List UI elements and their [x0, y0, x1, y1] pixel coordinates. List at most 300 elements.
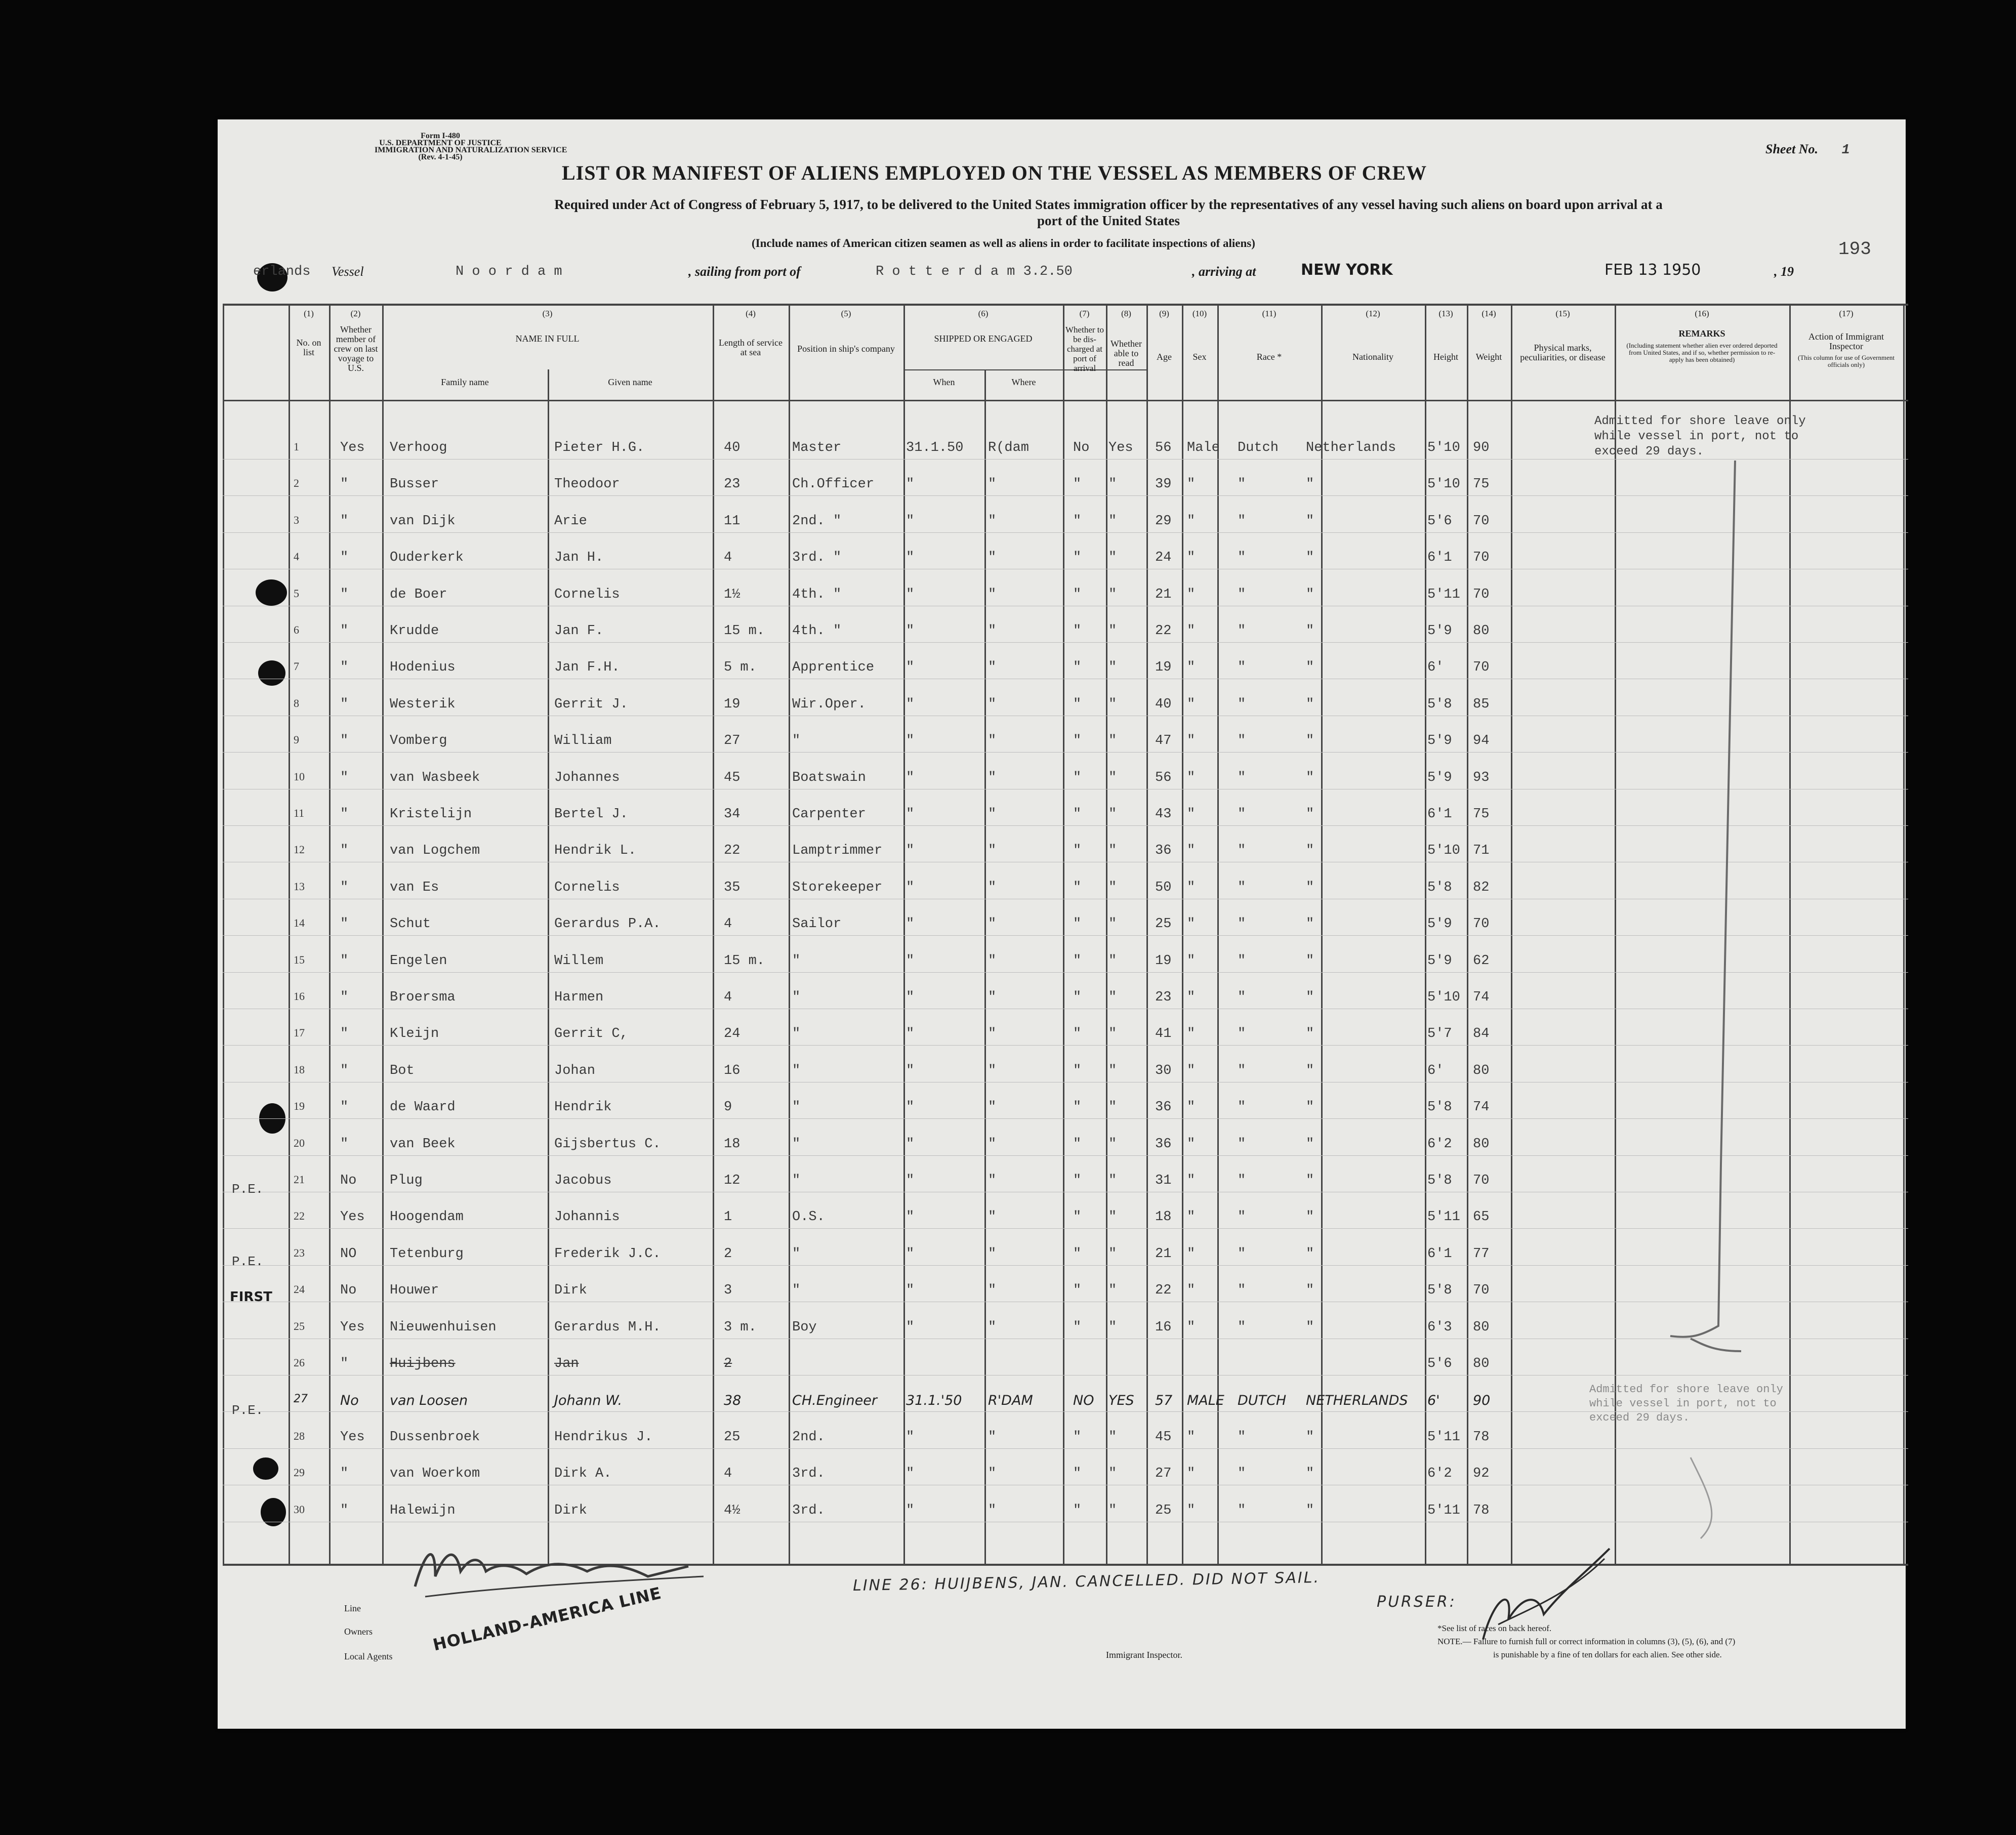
header-remarks: REMARKS — [1678, 328, 1725, 339]
nationality: " — [1306, 550, 1314, 566]
discharged: " — [1073, 1283, 1082, 1299]
col-num: (1) — [304, 309, 314, 318]
table-row — [223, 981, 1908, 1017]
able-read: " — [1108, 1063, 1117, 1078]
given-name: William — [554, 733, 612, 749]
age: 30 — [1155, 1063, 1172, 1078]
where: " — [988, 1173, 997, 1188]
table-row — [223, 1347, 1908, 1384]
able-read: " — [1108, 1246, 1117, 1262]
table-row — [223, 578, 1908, 614]
stamp-number: 193 — [1838, 239, 1871, 260]
table-row — [223, 871, 1908, 907]
table-row — [223, 614, 1908, 651]
family-name: Westerik — [390, 696, 456, 712]
nationality: " — [1306, 513, 1314, 529]
family-name: Huijbens — [390, 1356, 456, 1371]
sex: " — [1187, 513, 1196, 529]
when: " — [906, 1466, 915, 1482]
able-read: " — [1108, 916, 1117, 932]
discharged: " — [1073, 880, 1082, 895]
able-read: " — [1108, 660, 1117, 676]
height: 6' — [1427, 1063, 1444, 1078]
col-num: (13) — [1438, 309, 1453, 318]
where: " — [988, 733, 997, 749]
discharged: " — [1073, 770, 1082, 785]
race: " — [1238, 1319, 1246, 1335]
age: 22 — [1155, 1283, 1172, 1299]
height: 6'3 — [1427, 1319, 1452, 1335]
row-number: 27 — [294, 1393, 308, 1406]
given-name: Arie — [554, 513, 587, 529]
when: " — [906, 1100, 915, 1115]
holland-america-stamp: HOLLAND-AMERICA LINE — [431, 1583, 664, 1655]
position: CH.Engineer — [792, 1393, 877, 1409]
sex: " — [1187, 953, 1196, 969]
age: 16 — [1155, 1319, 1172, 1335]
given-name: Theodoor — [554, 477, 620, 492]
row-number: 4 — [294, 550, 299, 563]
cancelled-note: LINE 26: HUIJBENS, JAN. CANCELLED. DID NOT SAIL. — [852, 1568, 1321, 1595]
position: " — [792, 733, 801, 749]
nationality: " — [1306, 1136, 1314, 1152]
when: " — [906, 916, 915, 932]
nationality: " — [1306, 1210, 1314, 1225]
length-service: 11 — [724, 513, 740, 529]
discharged: " — [1073, 807, 1082, 822]
col-num: (2) — [350, 309, 361, 318]
height: 6'1 — [1427, 1246, 1452, 1262]
where: " — [988, 770, 997, 785]
race: " — [1238, 623, 1246, 639]
header-given-name: Given name — [608, 377, 652, 387]
able-read: " — [1108, 696, 1117, 712]
table-row — [223, 1128, 1908, 1164]
where: " — [988, 1503, 997, 1518]
nationality: " — [1306, 990, 1314, 1005]
given-name: Jan F. — [554, 623, 604, 639]
sex: " — [1187, 696, 1196, 712]
race: " — [1238, 807, 1246, 822]
where: R'DAM — [988, 1393, 1033, 1409]
where: " — [988, 623, 997, 639]
table-row — [223, 688, 1908, 724]
family-name: Schut — [390, 916, 431, 932]
sex: " — [1187, 623, 1196, 639]
when: " — [906, 953, 915, 969]
margin-mark: P.E. — [232, 1182, 264, 1197]
nationality: " — [1306, 623, 1314, 639]
page-title: LIST OR MANIFEST OF ALIENS EMPLOYED ON THE VESSEL AS MEMBERS OF CREW — [562, 161, 1427, 184]
position: Carpenter — [792, 807, 866, 822]
race: " — [1238, 477, 1246, 492]
row-number: 20 — [294, 1136, 305, 1149]
family-name: Bot — [390, 1063, 415, 1078]
nationality: " — [1306, 477, 1314, 492]
able-read: " — [1108, 587, 1117, 602]
header-physical: Physical marks, peculiarities, or disease — [1520, 343, 1606, 362]
margin-mark: FIRST — [230, 1289, 272, 1305]
length-service: 15 m. — [724, 953, 765, 969]
position: O.S. — [792, 1210, 825, 1225]
race: " — [1238, 660, 1246, 676]
member-cell: " — [340, 1136, 349, 1152]
given-name: Johannis — [554, 1210, 620, 1225]
nationality: " — [1306, 1100, 1314, 1115]
given-name: Harmen — [554, 990, 604, 1005]
header-able-read: Whether able to read — [1110, 339, 1142, 368]
discharged: " — [1073, 1210, 1082, 1225]
position: 3rd. " — [792, 550, 842, 566]
sex: " — [1187, 807, 1196, 822]
nationality: " — [1306, 843, 1314, 859]
header-position: Position in ship's company — [797, 344, 895, 354]
when: " — [906, 1283, 915, 1299]
table-row — [223, 1164, 1908, 1200]
discharged: " — [1073, 550, 1082, 566]
sex: " — [1187, 990, 1196, 1005]
able-read: " — [1108, 513, 1117, 529]
position: " — [792, 1173, 801, 1188]
when: " — [906, 770, 915, 785]
when: " — [906, 1246, 915, 1262]
sex: " — [1187, 843, 1196, 859]
footer-owners-label: Owners — [344, 1627, 373, 1637]
race: " — [1238, 550, 1246, 566]
table-row — [223, 1091, 1908, 1127]
race: " — [1238, 1429, 1246, 1445]
header-height: Height — [1433, 352, 1458, 362]
remarks-admitted: Admitted for shore leave only while vessel in port, not to exceed 29 days. — [1594, 414, 1806, 458]
member-cell: " — [340, 660, 349, 676]
position: Apprentice — [792, 660, 875, 676]
height: 6'1 — [1427, 550, 1452, 566]
height: 5'11 — [1427, 587, 1460, 602]
where: " — [988, 1466, 997, 1482]
position: " — [792, 990, 801, 1005]
family-name: Verhoog — [390, 440, 447, 455]
family-name: Engelen — [390, 953, 447, 969]
row-number: 23 — [294, 1246, 305, 1259]
length-service: 2 — [724, 1356, 732, 1371]
discharged: " — [1073, 587, 1082, 602]
pencil-ditto-line — [1660, 455, 1741, 1569]
height: 5'9 — [1427, 953, 1452, 969]
height: 5'11 — [1427, 1429, 1460, 1445]
able-read: " — [1108, 1319, 1117, 1335]
weight: 62 — [1473, 953, 1490, 969]
nationality: " — [1306, 880, 1314, 895]
given-name: Gerrit J. — [554, 696, 628, 712]
length-service: 40 — [724, 440, 740, 455]
race: " — [1238, 1283, 1246, 1299]
family-name: van Dijk — [390, 513, 456, 529]
family-name: de Waard — [390, 1100, 456, 1115]
when: " — [906, 1026, 915, 1042]
member-cell: " — [340, 770, 349, 785]
height: 5'6 — [1427, 513, 1452, 529]
row-number: 17 — [294, 1026, 305, 1039]
age: 40 — [1155, 696, 1172, 712]
family-name: Halewijn — [390, 1503, 456, 1518]
footer-agents-label: Local Agents — [344, 1651, 393, 1661]
age: 23 — [1155, 990, 1172, 1005]
height: 5'11 — [1427, 1503, 1460, 1518]
given-name: Jan — [554, 1356, 579, 1371]
nationality: Netherlands — [1306, 440, 1396, 455]
margin-mark: P.E. — [232, 1403, 264, 1418]
weight: 78 — [1473, 1503, 1490, 1518]
where: " — [988, 990, 997, 1005]
age: 22 — [1155, 623, 1172, 639]
member-cell: " — [340, 807, 349, 822]
discharged: " — [1073, 990, 1082, 1005]
row-number: 11 — [294, 807, 305, 819]
family-name: Houwer — [390, 1283, 439, 1299]
header-shipped: SHIPPED OR ENGAGED — [934, 333, 1033, 344]
sex: " — [1187, 587, 1196, 602]
given-name: Pieter H.G. — [554, 440, 645, 455]
row-number: 5 — [294, 587, 299, 600]
row-number: 6 — [294, 623, 299, 636]
discharged: " — [1073, 843, 1082, 859]
weight: 80 — [1473, 623, 1490, 639]
family-name: Vomberg — [390, 733, 447, 749]
header-nationality: Nationality — [1352, 352, 1393, 362]
height: 5'9 — [1427, 916, 1452, 932]
header-race: Race * — [1256, 352, 1282, 362]
where: " — [988, 1136, 997, 1152]
length-service: 38 — [724, 1393, 742, 1409]
height: 5'7 — [1427, 1026, 1452, 1042]
position: 3rd. — [792, 1466, 825, 1482]
weight: 74 — [1473, 990, 1490, 1005]
given-name: Dirk — [554, 1283, 587, 1299]
header-family-name: Family name — [441, 377, 489, 387]
given-name: Jan H. — [554, 550, 604, 566]
sex: " — [1187, 1466, 1196, 1482]
age: 57 — [1155, 1393, 1173, 1409]
nationality: " — [1306, 916, 1314, 932]
able-read: " — [1108, 1283, 1117, 1299]
col-num: (6) — [978, 309, 989, 318]
weight: 70 — [1473, 513, 1490, 529]
family-name: Broersma — [390, 990, 456, 1005]
given-name: Cornelis — [554, 587, 620, 602]
height: 5'10 — [1427, 440, 1460, 455]
race: " — [1238, 916, 1246, 932]
when: " — [906, 1063, 915, 1078]
header-discharged: Whether to be dis-charged at port of arrival — [1065, 325, 1104, 373]
header-member-crew: Whether member of crew on last voyage to U.S. — [334, 324, 378, 373]
member-cell: " — [340, 1100, 349, 1115]
discharged: NO — [1073, 1393, 1094, 1409]
length-service: 4 — [724, 990, 732, 1005]
table-row — [223, 1200, 1908, 1237]
height: 6'2 — [1427, 1466, 1452, 1482]
discharged: " — [1073, 623, 1082, 639]
inspector-label: Immigrant Inspector. — [1106, 1650, 1182, 1660]
crew-table — [223, 304, 1908, 1564]
race: " — [1238, 1026, 1246, 1042]
height: 5'10 — [1427, 843, 1460, 859]
family-name: Tetenburg — [390, 1246, 464, 1262]
height: 5'6 — [1427, 1356, 1452, 1371]
member-cell: " — [340, 587, 349, 602]
able-read: " — [1108, 1173, 1117, 1188]
header-length-service: Length of service at sea — [719, 338, 783, 357]
sheet-number: Sheet No. 1 — [1765, 142, 1850, 158]
able-read: " — [1108, 770, 1117, 785]
family-name: Ouderkerk — [390, 550, 464, 566]
family-name: van Logchem — [390, 843, 480, 859]
family-name: Kleijn — [390, 1026, 439, 1042]
given-name: Bertel J. — [554, 807, 628, 822]
given-name: Dirk A. — [554, 1466, 612, 1482]
given-name: Hendrik L. — [554, 843, 637, 859]
race: " — [1238, 1503, 1246, 1518]
when: " — [906, 623, 915, 639]
given-name: Gerrit C, — [554, 1026, 628, 1042]
height: 6'1 — [1427, 807, 1452, 822]
discharged: " — [1073, 733, 1082, 749]
nationality: " — [1306, 587, 1314, 602]
member-cell: " — [340, 623, 349, 639]
length-service: 5 m. — [724, 660, 757, 676]
race: " — [1238, 1246, 1246, 1262]
able-read: YES — [1108, 1393, 1134, 1409]
position: 2nd. — [792, 1429, 825, 1445]
member-cell: " — [340, 733, 349, 749]
member-cell: " — [340, 477, 349, 492]
race: " — [1238, 1100, 1246, 1115]
height: 5'8 — [1427, 696, 1452, 712]
able-read: " — [1108, 623, 1117, 639]
table-row — [223, 907, 1908, 944]
sex: " — [1187, 1319, 1196, 1335]
row-number: 8 — [294, 696, 299, 710]
race: " — [1238, 1210, 1246, 1225]
col-num: (7) — [1079, 309, 1090, 318]
sex: " — [1187, 477, 1196, 492]
age: 24 — [1155, 550, 1172, 566]
race: " — [1238, 990, 1246, 1005]
race: " — [1238, 880, 1246, 895]
table-row — [223, 1457, 1908, 1493]
weight: 82 — [1473, 880, 1490, 895]
table-row — [223, 1054, 1908, 1091]
sex: " — [1187, 1136, 1196, 1152]
member-cell: " — [340, 916, 349, 932]
table-row — [223, 505, 1908, 541]
table-row — [223, 1421, 1908, 1457]
weight: 70 — [1473, 550, 1490, 566]
weight: 70 — [1473, 916, 1490, 932]
where: " — [988, 1210, 997, 1225]
member-cell: " — [340, 990, 349, 1005]
able-read: " — [1108, 843, 1117, 859]
weight: 93 — [1473, 770, 1490, 785]
where: " — [988, 1246, 997, 1262]
where: " — [988, 660, 997, 676]
when: 31.1.50 — [906, 440, 964, 455]
nationality: " — [1306, 1063, 1314, 1078]
row-number: 26 — [294, 1356, 305, 1369]
family-name: Nieuwenhuisen — [390, 1319, 497, 1335]
height: 5'9 — [1427, 623, 1452, 639]
height: 5'8 — [1427, 1283, 1452, 1299]
where: " — [988, 916, 997, 932]
row-number: 1 — [294, 440, 299, 453]
member-cell: Yes — [340, 1319, 365, 1335]
weight: 70 — [1473, 587, 1490, 602]
margin-mark: P.E. — [232, 1254, 264, 1269]
nationality: " — [1306, 1319, 1314, 1335]
age: 41 — [1155, 1026, 1172, 1042]
header-remarks-sub: (Including statement whether alien ever ordered deported from United States, and if so, whether permission to re-apply has been obtained) — [1626, 342, 1778, 363]
position: 4th. " — [792, 623, 842, 639]
height: 5'8 — [1427, 880, 1452, 895]
row-number: 18 — [294, 1063, 305, 1076]
race: " — [1238, 770, 1246, 785]
when: " — [906, 843, 915, 859]
length-service: 12 — [724, 1173, 740, 1188]
table-row — [223, 1274, 1908, 1310]
race: " — [1238, 1173, 1246, 1188]
where: " — [988, 1100, 997, 1115]
where: " — [988, 1063, 997, 1078]
member-cell: " — [340, 513, 349, 529]
sex: " — [1187, 1283, 1196, 1299]
length-service: 2 — [724, 1246, 732, 1262]
given-name: Gerardus M.H. — [554, 1319, 661, 1335]
position: " — [792, 1136, 801, 1152]
header-age: Age — [1157, 352, 1172, 362]
header-when: When — [933, 377, 955, 387]
where: R(dam — [988, 440, 1030, 455]
length-service: 19 — [724, 696, 740, 712]
length-service: 24 — [724, 1026, 740, 1042]
sex: " — [1187, 770, 1196, 785]
family-name: van Loosen — [390, 1393, 468, 1409]
row-number: 25 — [294, 1319, 305, 1332]
race: " — [1238, 843, 1246, 859]
position: " — [792, 1100, 801, 1115]
table-row — [223, 1017, 1908, 1054]
where: " — [988, 550, 997, 566]
row-number: 28 — [294, 1429, 305, 1442]
family-name: Hodenius — [390, 660, 456, 676]
where: " — [988, 1026, 997, 1042]
able-read: " — [1108, 1466, 1117, 1482]
member-cell: Yes — [340, 1210, 365, 1225]
discharged: " — [1073, 953, 1082, 969]
age: 50 — [1155, 880, 1172, 895]
sex: " — [1187, 660, 1196, 676]
row-number: 19 — [294, 1100, 305, 1113]
age: 31 — [1155, 1173, 1172, 1188]
length-service: 4 — [724, 916, 732, 932]
given-name: Cornelis — [554, 880, 620, 895]
member-cell: " — [340, 843, 349, 859]
age: 56 — [1155, 440, 1172, 455]
given-name: Gijsbertus C. — [554, 1136, 661, 1152]
family-name: van Woerkom — [390, 1466, 480, 1482]
height: 6' — [1427, 660, 1444, 676]
weight: 80 — [1473, 1319, 1490, 1335]
able-read: " — [1108, 477, 1117, 492]
race: " — [1238, 953, 1246, 969]
